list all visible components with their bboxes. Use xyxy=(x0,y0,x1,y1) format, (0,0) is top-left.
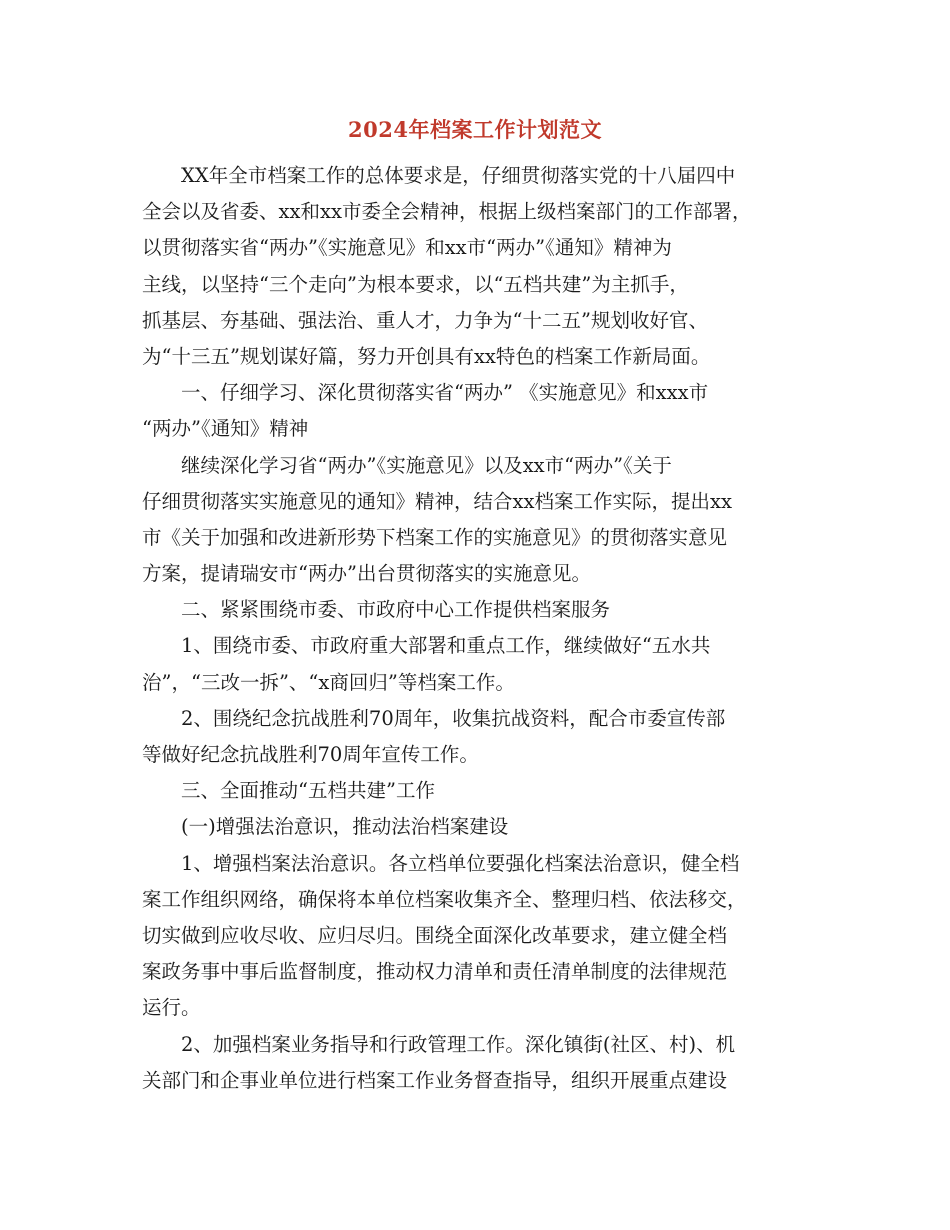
body-line: 抓基层、夯基础、强法治、重人才，力争为“十二五”规划收好官、 xyxy=(142,308,708,332)
section-heading: “两办”《通知》精神 xyxy=(142,417,309,441)
body-line: 案工作组织网络，确保将本单位档案收集齐全、整理归档、依法移交， xyxy=(142,887,747,911)
body-line: 仔细贯彻落实实施意见的通知》精神，结合xx档案工作实际，提出xx xyxy=(142,489,732,513)
section-heading: 二、紧紧围绕市委、市政府中心工作提供档案服务 xyxy=(142,598,611,622)
body-line: 市《关于加强和改进新形势下档案工作的实施意见》的贯彻落实意见 xyxy=(142,525,728,549)
body-line: 等做好纪念抗战胜利70周年宣传工作。 xyxy=(142,743,479,766)
body-line: 主线，以坚持“三个走向”为根本要求，以“五档共建”为主抓手， xyxy=(142,272,689,296)
section-heading: 一、仔细学习、深化贯彻落实省“两办” 《实施意见》和xxx市 xyxy=(142,381,709,405)
body-line: XX年全市档案工作的总体要求是，仔细贯彻落实党的十八届四中 xyxy=(142,164,736,187)
subsection-heading: (一)增强法治意识，推动法治档案建设 xyxy=(142,815,509,839)
body-line: 方案，提请瑞安市“两办”出台贯彻落实的实施意见。 xyxy=(142,562,591,586)
body-line: 2、加强档案业务指导和行政管理工作。深化镇街(社区、村)、机 xyxy=(142,1032,736,1056)
section-heading: 三、全面推动“五档共建”工作 xyxy=(142,779,435,803)
body-line: 1、围绕市委、市政府重大部署和重点工作，继续做好“五水共 xyxy=(142,634,711,658)
body-line: 2、围绕纪念抗战胜利70周年，收集抗战资料，配合市委宣传部 xyxy=(142,706,726,730)
body-line: 治”，“三改一拆”、“x商回归”等档案工作。 xyxy=(142,670,515,694)
body-line: 案政务事中事后监督制度，推动权力清单和责任清单制度的法律规范 xyxy=(142,960,728,984)
body-line: 全会以及省委、xx和xx市委全会精神，根据上级档案部门的工作部署， xyxy=(142,200,752,224)
document-title: 2024年档案工作计划范文 xyxy=(348,117,602,142)
body-line: 以贯彻落实省“两办”《实施意见》和xx市“两办”《通知》精神为 xyxy=(142,236,672,260)
body-line: 为“十三五”规划谋好篇，努力开创具有xx特色的档案工作新局面。 xyxy=(142,344,711,368)
body-line: 运行。 xyxy=(142,996,201,1020)
body-line: 切实做到应收尽收、应归尽归。围绕全面深化改革要求，建立健全档 xyxy=(142,923,728,947)
body-line: 继续深化学习省“两办”《实施意见》以及xx市“两办”《关于 xyxy=(142,453,672,477)
document-body xyxy=(142,158,812,1099)
body-line: 1、增强档案法治意识。各立档单位要强化档案法治意识，健全档 xyxy=(142,851,740,875)
body-line: 关部门和企事业单位进行档案工作业务督查指导，组织开展重点建设 xyxy=(142,1068,728,1092)
